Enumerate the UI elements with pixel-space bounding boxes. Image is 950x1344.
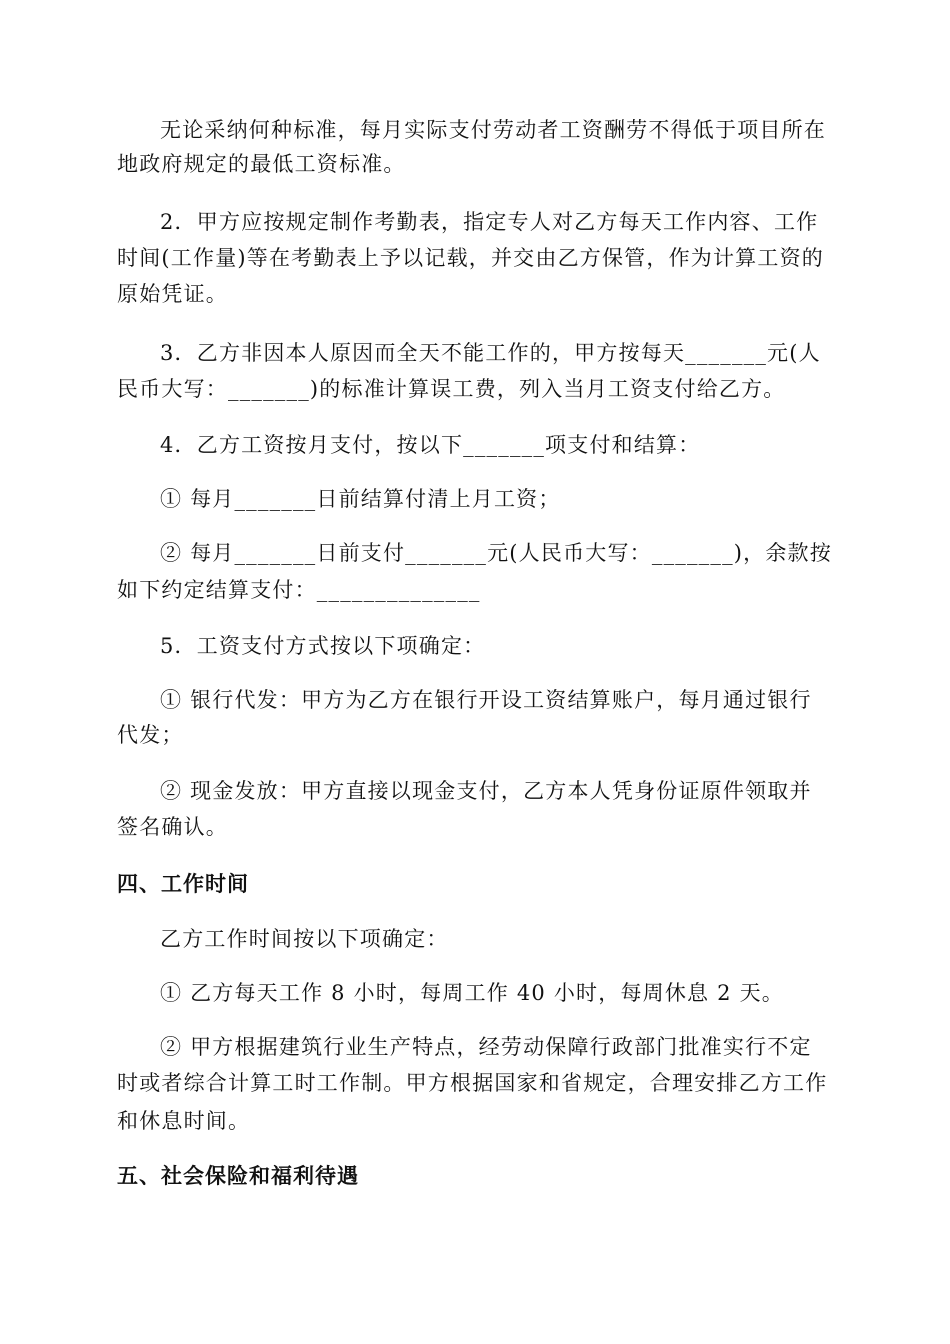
- paragraph-line: 民币大写：_______)的标准计算误工费，列入当月工资支付给乙方。: [117, 377, 786, 401]
- section-heading: 四、工作时间: [117, 872, 249, 896]
- paragraph-line: 4．乙方工资按月支付，按以下_______项支付和结算：: [160, 433, 701, 457]
- paragraph-line: 时间(工作量)等在考勤表上予以记载，并交由乙方保管，作为计算工资的: [117, 246, 824, 270]
- paragraph-line: 时或者综合计算工时工作制。甲方根据国家和省规定，合理安排乙方工作: [117, 1071, 828, 1095]
- paragraph-line: ① 乙方每天工作 8 小时，每周工作 40 小时，每周休息 2 天。: [160, 981, 784, 1005]
- paragraph-line: 5．工资支付方式按以下项确定：: [160, 634, 486, 658]
- paragraph-line: 签名确认。: [117, 815, 228, 839]
- paragraph-line: 原始凭证。: [117, 282, 228, 306]
- paragraph-line: ② 甲方根据建筑行业生产特点，经劳动保障行政部门批准实行不定: [160, 1035, 812, 1059]
- paragraph-line: 和休息时间。: [117, 1109, 251, 1133]
- paragraph-line: 无论采纳何种标准，每月实际支付劳动者工资酬劳不得低于项目所在: [160, 118, 826, 142]
- paragraph-line: ① 银行代发：甲方为乙方在银行开设工资结算账户，每月通过银行: [160, 688, 812, 712]
- paragraph-line: 乙方工作时间按以下项确定：: [160, 927, 449, 951]
- section-heading: 五、社会保险和福利待遇: [117, 1164, 359, 1188]
- paragraph-line: 2．甲方应按规定制作考勤表，指定专人对乙方每天工作内容、工作: [160, 210, 819, 234]
- paragraph-line: ② 现金发放：甲方直接以现金支付，乙方本人凭身份证原件领取并: [160, 779, 812, 803]
- paragraph-line: 如下约定结算支付：______________: [117, 578, 481, 602]
- paragraph-line: 3．乙方非因本人原因而全天不能工作的，甲方按每天_______元(人: [160, 341, 821, 365]
- paragraph-line: 地政府规定的最低工资标准。: [117, 152, 406, 176]
- paragraph-line: 代发；: [117, 723, 184, 747]
- paragraph-line: ② 每月_______日前支付_______元(人民币大写：_______)，余款按: [160, 541, 832, 565]
- paragraph-line: ① 每月_______日前结算付清上月工资；: [160, 487, 561, 511]
